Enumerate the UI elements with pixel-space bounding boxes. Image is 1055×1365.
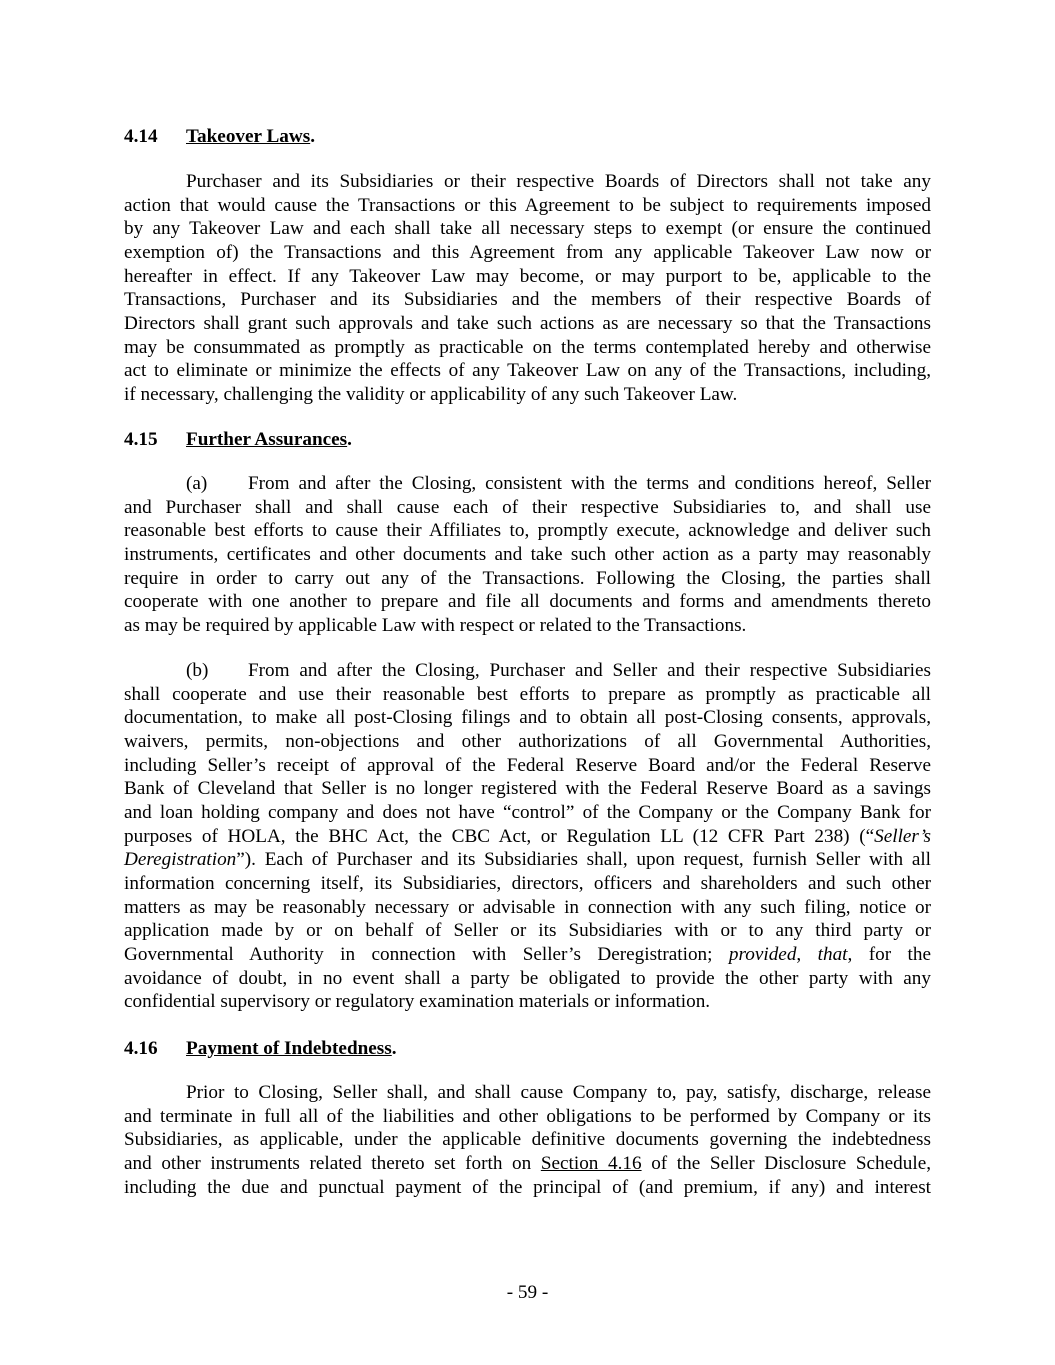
text-line [124,1128,931,1152]
paragraph [124,1081,931,1199]
italic-text: that [817,944,848,966]
text: and loan holding company and does not have “control” of the Company or the Company Bank for [124,802,931,824]
paragraph-label: (b) [186,660,209,681]
text: waivers, permits, non-objections and other authorizations of all Governmental Authorities, [124,731,931,753]
text: matters as may be reasonably necessary or advisable in connection with any such filing, notice or [124,896,931,918]
text-line [124,383,931,407]
section-number: 4.15 [124,429,158,450]
section-title: Payment of Indebtedness [186,1038,392,1059]
text: including the due and punctual payment of the principal of (and premium, if any) and interest [124,1176,931,1198]
text: ”). Each of Purchaser and its Subsidiaries shall, upon request, furnish Seller with all [236,849,931,871]
text: reasonable best efforts to cause their Affiliates to, promptly execute, acknowledge and deliver such [124,520,931,542]
text-line [124,777,931,801]
text-line [124,706,931,730]
text: , [796,944,818,966]
paragraph-a [124,472,931,638]
text: shall cooperate and use their reasonable best efforts to prepare as promptly as practicable all [124,683,931,705]
text-line [124,543,931,567]
section-heading-4-14: 4.14 Takeover Laws. [124,126,315,147]
text-line [124,312,931,336]
text: as may be required by applicable Law with respect or related to the Transactions. [124,615,747,637]
text: information concerning itself, its Subsidiaries, directors, officers and shareholders and such other [124,873,931,895]
text-line [124,919,931,943]
text: , for the [847,944,931,966]
cross-reference-link: Section 4.16 [540,1153,642,1175]
text: act to eliminate or minimize the effects of any Takeover Law on any of the Transactions, including, [124,360,931,382]
text-line [124,659,931,683]
text: Directors shall grant such approvals and take such actions as are necessary so that the Transactions [124,313,931,335]
text: Purchaser and its Subsidiaries or their respective Boards of Directors shall not take any [186,171,931,192]
text-line [124,1081,931,1105]
text-line [124,896,931,920]
text: cooperate with one another to prepare and file all documents and forms and amendments thereto [124,591,931,613]
text: including Seller’s receipt of approval of the Federal Reserve Board and/or the Federal Reserve [124,754,931,776]
text-line [124,1176,931,1200]
paragraph-b [124,659,931,1014]
section-heading-4-16: 4.16 Payment of Indebtedness. [124,1038,397,1059]
italic-text: Seller’s [874,825,931,847]
text: purposes of HOLA, the BHC Act, the CBC Act, or Regulation LL (12 CFR Part 238) (“ [124,825,875,847]
text: confidential supervisory or regulatory examination materials or information. [124,991,711,1013]
text-line [124,683,931,707]
text-line [124,943,931,967]
text: require in order to carry out any of the Transactions. Following the Closing, the parties shall [124,567,931,589]
text-line [124,754,931,778]
text-line [124,990,931,1014]
text: Governmental Authority in connection with Seller’s Deregistration; [124,944,729,966]
text-line [124,614,931,638]
text: application made by or on behalf of Seller or its Subsidiaries with or to any third party or [124,920,931,942]
text-line [124,825,931,849]
text: Transactions, Purchaser and its Subsidiaries and the members of their respective Boards of [124,289,931,311]
section-number: 4.14 [124,126,158,147]
text-line [124,472,931,496]
text: instruments, certificates and other documents and take such other action as a party may reasonably [124,544,931,566]
text-line [124,967,931,991]
paragraph-label: (a) [186,473,208,494]
text: Subsidiaries, as applicable, under the applicable definitive documents governing the indebtedness [124,1129,931,1151]
section-heading-4-15: 4.15 Further Assurances. [124,429,352,450]
paragraph [124,170,931,407]
text: documentation, to make all post-Closing filings and to obtain all post-Closing consents, approvals, [124,707,931,729]
section-title: Further Assurances [186,429,348,450]
text-line [124,288,931,312]
section-title: Takeover Laws [186,126,311,147]
text-line [124,519,931,543]
text-line [124,801,931,825]
text: action that would cause the Transactions or this Agreement to be subject to requirements imposed [124,194,931,216]
text: by any Takeover Law and each shall take all necessary steps to exempt (or ensure the continued [124,218,931,240]
text: and other instruments related thereto set forth on [124,1153,541,1175]
page-number: - 59 - [506,1282,549,1303]
text: exemption of) the Transactions and this Agreement from any applicable Takeover Law now or [124,242,931,264]
text-line [124,170,931,194]
text-line [124,1105,931,1129]
text: Bank of Cleveland that Seller is no longer registered with the Federal Reserve Board as a savings [124,778,931,800]
text: if necessary, challenging the validity or applicability of any such Takeover Law. [124,384,738,406]
text: avoidance of doubt, in no event shall a party be obligated to provide the other party with any [124,967,931,989]
text-line [124,217,931,241]
text-line [124,872,931,896]
text: may be consummated as promptly as practicable on the terms contemplated hereby and otherwise [124,336,931,358]
text: From and after the Closing, consistent with the terms and conditions hereof, Seller [248,473,931,494]
text-line [124,590,931,614]
text: Prior to Closing, Seller shall, and shall cause Company to, pay, satisfy, discharge, release [186,1082,931,1103]
text-line [124,336,931,360]
text: and Purchaser shall and shall cause each of their respective Subsidiaries to, and shall use [124,496,931,518]
text-line [124,241,931,265]
text-line [124,496,931,520]
section-number: 4.16 [124,1038,158,1059]
text-line [124,359,931,383]
text-line [124,730,931,754]
text-line [124,265,931,289]
text: and terminate in full all of the liabilities and other obligations to be performed by Company or its [124,1105,931,1127]
text: hereafter in effect. If any Takeover Law may become, or may purport to be, applicable to the [124,265,931,287]
text-line [124,567,931,591]
italic-text: provided [728,944,797,966]
italic-text: Deregistration [124,849,237,871]
text-line [124,194,931,218]
text-line [124,848,931,872]
text-line [124,1152,931,1176]
text: of the Seller Disclosure Schedule, [641,1153,932,1175]
text: From and after the Closing, Purchaser and Seller and their respective Subsidiaries [248,660,931,681]
